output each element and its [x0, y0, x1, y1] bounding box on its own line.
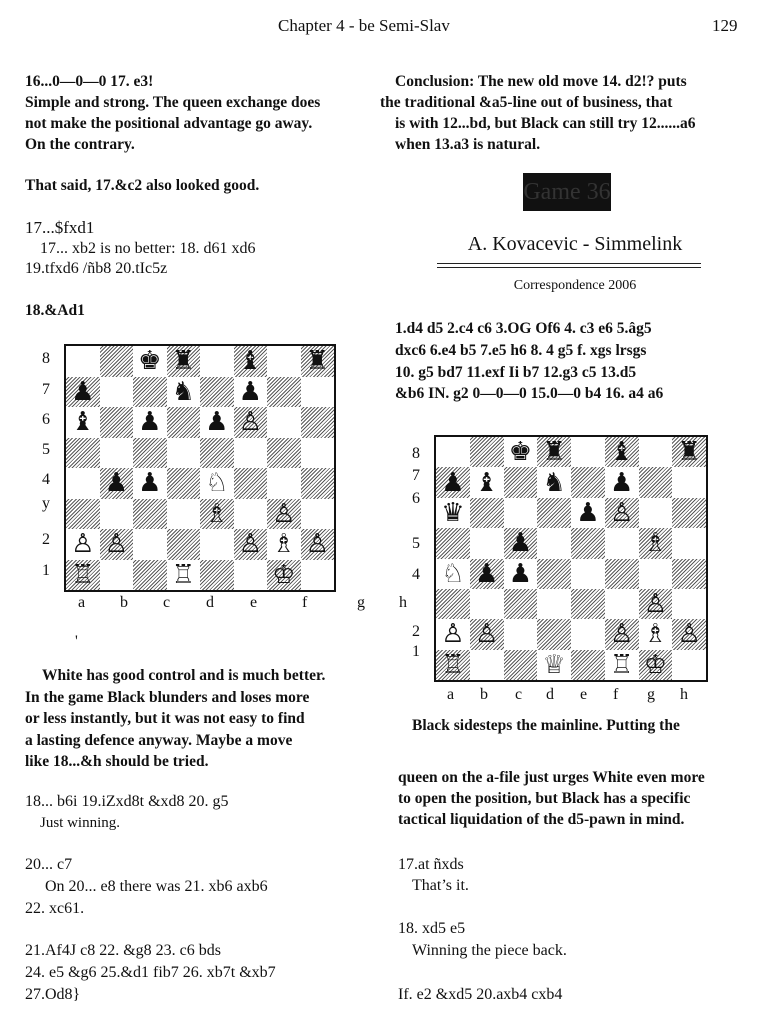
chess-piece-icon: ♙ — [474, 619, 499, 650]
chess-piece-icon: ♝ — [71, 407, 95, 438]
chess-piece-icon: ♙ — [272, 498, 296, 529]
square-e3 — [571, 589, 605, 619]
chess-piece-icon: ♙ — [71, 529, 95, 560]
file-label: h — [399, 594, 407, 611]
chess-piece-icon: ♟ — [138, 468, 162, 499]
annotation-text: Just winning. — [40, 815, 121, 831]
rank-label: 1 — [42, 562, 50, 579]
square-c7 — [504, 467, 538, 497]
file-label: a — [447, 686, 455, 703]
chessboard — [434, 435, 708, 682]
square-h1 — [301, 560, 335, 591]
annotation-text: to open the position, but Black has a specific — [398, 790, 691, 807]
square-a6 — [436, 498, 470, 528]
square-f4 — [605, 559, 639, 589]
square-b4 — [100, 468, 134, 499]
square-h8 — [672, 437, 706, 467]
square-e5 — [200, 438, 234, 469]
annotation-text: tactical liquidation of the d5-pawn in mind. — [398, 811, 685, 828]
file-label: b — [480, 686, 488, 703]
square-f3 — [605, 589, 639, 619]
chess-piece-icon: ♙ — [643, 589, 668, 620]
move-text: 21.Af4J c8 22. &g8 23. c6 bds — [25, 942, 221, 959]
square-d4 — [537, 559, 571, 589]
chess-piece-icon: ♘ — [441, 558, 465, 589]
chess-piece-icon: ♟ — [138, 407, 162, 438]
square-b3 — [100, 499, 134, 530]
annotation-text: or less instantly, but it was not easy to find — [25, 710, 305, 727]
chess-piece-icon: ♞ — [542, 467, 566, 498]
rank-label: 7 — [42, 381, 50, 398]
annotation-text: Black sidesteps the mainline. Putting the — [412, 717, 680, 734]
file-label: h — [680, 686, 688, 703]
chess-piece-icon: ♞ — [171, 376, 195, 407]
square-c3 — [504, 589, 538, 619]
file-label: e — [580, 686, 588, 703]
square-g1 — [267, 560, 301, 591]
square-b5 — [470, 528, 504, 558]
file-label: e — [250, 594, 258, 611]
chess-piece-icon: ♝ — [474, 467, 499, 498]
square-e1 — [571, 650, 605, 680]
square-c8 — [133, 346, 167, 377]
chess-piece-icon: ♟ — [104, 468, 128, 499]
square-c4 — [133, 468, 167, 499]
rank-label: 4 — [412, 566, 420, 583]
square-h5 — [672, 528, 706, 558]
file-label: g — [357, 594, 365, 611]
square-f8 — [605, 437, 639, 467]
annotation-text: That said, 17.&c2 also looked good. — [25, 177, 260, 194]
chess-piece-icon: ♟ — [238, 376, 262, 407]
square-e2 — [200, 529, 234, 560]
square-b7 — [470, 467, 504, 497]
square-f6 — [605, 498, 639, 528]
square-e3 — [200, 499, 234, 530]
chess-piece-icon: ♙ — [238, 407, 262, 438]
square-e4 — [200, 468, 234, 499]
square-f1 — [234, 560, 268, 591]
chess-piece-icon: ♖ — [171, 559, 195, 590]
square-h7 — [301, 377, 335, 408]
square-b5 — [100, 438, 134, 469]
square-b3 — [470, 589, 504, 619]
square-e8 — [571, 437, 605, 467]
square-d5 — [537, 528, 571, 558]
stray-mark: ' — [75, 633, 78, 650]
square-d7 — [167, 377, 201, 408]
square-h2 — [672, 619, 706, 649]
annotation-text: That’s it. — [412, 877, 469, 894]
chessboard — [64, 344, 336, 592]
rank-label: 2 — [42, 531, 50, 548]
rank-label: 7 — [412, 467, 420, 484]
move-text: 24. e5 &g6 25.&d1 fib7 26. xb7t &xb7 — [25, 964, 276, 981]
annotation-text: White has good control and is much better. — [42, 667, 326, 684]
square-c8 — [504, 437, 538, 467]
square-h3 — [301, 499, 335, 530]
square-f8 — [234, 346, 268, 377]
chess-piece-icon: ♝ — [609, 437, 634, 468]
chess-piece-icon: ♗ — [643, 619, 668, 650]
square-a5 — [66, 438, 100, 469]
square-f5 — [605, 528, 639, 558]
conclusion-text: is with 12...bd, but Black can still try 12......a6 — [395, 115, 696, 132]
game-moves: 1.d4 d5 2.c4 c6 3.OG Of6 4. c3 e6 5.âg5 — [395, 320, 652, 337]
square-f2 — [605, 619, 639, 649]
square-g8 — [267, 346, 301, 377]
square-a2 — [436, 619, 470, 649]
file-label: d — [206, 594, 214, 611]
move-text: 18. xd5 e5 — [398, 920, 466, 937]
chess-piece-icon: ♙ — [441, 619, 465, 650]
square-g4 — [639, 559, 673, 589]
chess-piece-icon: ♟ — [609, 467, 634, 498]
square-a1 — [66, 560, 100, 591]
square-h1 — [672, 650, 706, 680]
title-rule — [437, 263, 701, 264]
move-text: 16...0—0—0 17. e3! — [25, 73, 154, 90]
variation-text: 19.tfxd6 /ñb8 20.tIc5z — [25, 260, 168, 277]
rank-label: 5 — [42, 441, 50, 458]
square-d5 — [167, 438, 201, 469]
square-g5 — [267, 438, 301, 469]
square-b6 — [100, 407, 134, 438]
square-c5 — [504, 528, 538, 558]
game-number-box: Game 36 — [523, 173, 611, 211]
game-moves: 10. g5 bd7 11.exf Ii b7 12.g3 c5 13.d5 — [395, 364, 637, 381]
square-h7 — [672, 467, 706, 497]
file-label: g — [647, 686, 655, 703]
square-h6 — [301, 407, 335, 438]
square-h4 — [672, 559, 706, 589]
move-text: If. e2 &xd5 20.axb4 cxb4 — [398, 986, 563, 1003]
square-a8 — [436, 437, 470, 467]
game-moves: &b6 IN. g2 0—0—0 15.0—0 b4 16. a4 a6 — [395, 385, 664, 402]
chess-piece-icon: ♙ — [104, 529, 128, 560]
chess-piece-icon: ♚ — [508, 437, 533, 468]
square-a7 — [436, 467, 470, 497]
chess-piece-icon: ♙ — [609, 497, 634, 528]
annotation-text: a lasting defence anyway. Maybe a move — [25, 732, 293, 749]
square-d8 — [537, 437, 571, 467]
square-g1 — [639, 650, 673, 680]
game-event: Correspondence 2006 — [513, 278, 637, 293]
square-f3 — [234, 499, 268, 530]
square-f2 — [234, 529, 268, 560]
variation-text: 17... xb2 is no better: 18. d61 xd6 — [40, 240, 256, 257]
variation-text: 22. xc61. — [25, 900, 85, 917]
chess-piece-icon: ♗ — [272, 529, 296, 560]
square-g4 — [267, 468, 301, 499]
file-label: f — [613, 686, 619, 703]
square-a3 — [436, 589, 470, 619]
chess-piece-icon: ♙ — [609, 619, 634, 650]
move-text: 27.Od8} — [25, 986, 81, 1003]
square-a8 — [66, 346, 100, 377]
chess-piece-icon: ♜ — [305, 346, 329, 377]
square-b6 — [470, 498, 504, 528]
square-d4 — [167, 468, 201, 499]
move-text: 17...$fxd1 — [25, 218, 95, 237]
chess-piece-icon: ♜ — [542, 437, 566, 468]
square-g5 — [639, 528, 673, 558]
square-a4 — [66, 468, 100, 499]
square-g7 — [639, 467, 673, 497]
square-f7 — [605, 467, 639, 497]
square-b2 — [470, 619, 504, 649]
square-b1 — [470, 650, 504, 680]
game-moves: dxc6 6.e4 b5 7.e5 h6 8. 4 g5 f. xgs lrsgs — [395, 342, 647, 359]
file-label: c — [163, 594, 171, 611]
rank-label: 2 — [412, 623, 420, 640]
title-rule — [437, 267, 701, 268]
square-h2 — [301, 529, 335, 560]
square-b1 — [100, 560, 134, 591]
annotation-text: not make the positional advantage go away. — [25, 115, 313, 132]
square-e6 — [200, 407, 234, 438]
chess-piece-icon: ♛ — [441, 497, 465, 528]
move-text: 17.at ñxds — [398, 856, 464, 873]
square-c6 — [504, 498, 538, 528]
chess-piece-icon: ♗ — [643, 528, 668, 559]
square-g6 — [639, 498, 673, 528]
square-g8 — [639, 437, 673, 467]
square-b4 — [470, 559, 504, 589]
annotation-text: like 18...&h should be tried. — [25, 753, 209, 770]
chess-piece-icon: ♟ — [508, 558, 533, 589]
square-c2 — [504, 619, 538, 649]
square-c1 — [133, 560, 167, 591]
variation-text: On 20... e8 there was 21. xb6 axb6 — [45, 878, 268, 895]
square-e4 — [571, 559, 605, 589]
square-d8 — [167, 346, 201, 377]
move-text: 20... c7 — [25, 856, 73, 873]
square-a7 — [66, 377, 100, 408]
chess-piece-icon: ♔ — [272, 559, 296, 590]
chess-piece-icon: ♙ — [238, 529, 262, 560]
annotation-text: On the contrary. — [25, 136, 135, 153]
chess-piece-icon: ♜ — [677, 437, 701, 468]
square-a2 — [66, 529, 100, 560]
square-c1 — [504, 650, 538, 680]
square-b2 — [100, 529, 134, 560]
file-label: f — [302, 594, 308, 611]
square-g6 — [267, 407, 301, 438]
conclusion-text: Conclusion: The new old move 14. d2!? puts — [395, 73, 687, 90]
square-c4 — [504, 559, 538, 589]
square-c3 — [133, 499, 167, 530]
chess-piece-icon: ♗ — [205, 498, 229, 529]
chess-piece-icon: ♟ — [441, 467, 465, 498]
square-d2 — [167, 529, 201, 560]
square-h8 — [301, 346, 335, 377]
square-f1 — [605, 650, 639, 680]
file-label: d — [546, 686, 554, 703]
square-h5 — [301, 438, 335, 469]
file-label: a — [78, 594, 86, 611]
rank-label: 8 — [412, 445, 420, 462]
chess-piece-icon: ♝ — [238, 346, 262, 377]
square-d2 — [537, 619, 571, 649]
file-label: b — [120, 594, 128, 611]
square-d3 — [167, 499, 201, 530]
chess-piece-icon: ♚ — [138, 346, 162, 377]
square-f4 — [234, 468, 268, 499]
square-e7 — [571, 467, 605, 497]
chess-piece-icon: ♖ — [441, 649, 465, 680]
square-d3 — [537, 589, 571, 619]
square-e8 — [200, 346, 234, 377]
chess-piece-icon: ♙ — [677, 619, 701, 650]
rank-label: 6 — [412, 490, 420, 507]
square-c6 — [133, 407, 167, 438]
move-text: 18.&Ad1 — [25, 302, 85, 319]
square-e5 — [571, 528, 605, 558]
square-c5 — [133, 438, 167, 469]
square-g3 — [639, 589, 673, 619]
square-c7 — [133, 377, 167, 408]
conclusion-text: when 13.a3 is natural. — [395, 136, 541, 153]
chess-piece-icon: ♖ — [71, 559, 95, 590]
chess-piece-icon: ♟ — [508, 528, 533, 559]
square-e7 — [200, 377, 234, 408]
chess-piece-icon: ♟ — [474, 558, 499, 589]
square-a6 — [66, 407, 100, 438]
square-d6 — [167, 407, 201, 438]
rank-label: 5 — [412, 535, 420, 552]
square-h4 — [301, 468, 335, 499]
annotation-text: Winning the piece back. — [412, 942, 567, 959]
chess-piece-icon: ♘ — [205, 468, 229, 499]
square-e1 — [200, 560, 234, 591]
square-e6 — [571, 498, 605, 528]
square-g2 — [267, 529, 301, 560]
annotation-text: queen on the a-file just urges White even more — [398, 769, 705, 786]
square-d1 — [167, 560, 201, 591]
square-f7 — [234, 377, 268, 408]
square-d7 — [537, 467, 571, 497]
chapter-header: Chapter 4 - be Semi-Slav — [278, 16, 450, 35]
square-c2 — [133, 529, 167, 560]
square-b7 — [100, 377, 134, 408]
square-g3 — [267, 499, 301, 530]
move-text: 18... b6i 19.iZxd8t &xd8 20. g5 — [25, 793, 229, 810]
square-h3 — [672, 589, 706, 619]
square-a3 — [66, 499, 100, 530]
square-d1 — [537, 650, 571, 680]
chess-piece-icon: ♟ — [71, 376, 95, 407]
square-a5 — [436, 528, 470, 558]
square-b8 — [100, 346, 134, 377]
square-g2 — [639, 619, 673, 649]
rank-label: y — [42, 495, 50, 512]
file-label: c — [515, 686, 523, 703]
chess-piece-icon: ♟ — [576, 497, 600, 528]
chess-piece-icon: ♜ — [171, 346, 195, 377]
game-players: A. Kovacevic - Simmelink — [467, 233, 683, 255]
annotation-text: In the game Black blunders and loses more — [25, 689, 310, 706]
conclusion-text: the traditional &a5-line out of business, that — [380, 94, 673, 111]
chess-piece-icon: ♙ — [305, 529, 329, 560]
annotation-text: Simple and strong. The queen exchange does — [25, 94, 321, 111]
square-a1 — [436, 650, 470, 680]
square-b8 — [470, 437, 504, 467]
square-e2 — [571, 619, 605, 649]
square-f6 — [234, 407, 268, 438]
square-h6 — [672, 498, 706, 528]
chess-piece-icon: ♕ — [542, 649, 566, 680]
chess-piece-icon: ♖ — [609, 649, 634, 680]
chess-piece-icon: ♟ — [205, 407, 229, 438]
square-d6 — [537, 498, 571, 528]
rank-label: 8 — [42, 350, 50, 367]
rank-label: 4 — [42, 471, 50, 488]
page-number: 129 — [712, 16, 738, 35]
rank-label: 6 — [42, 411, 50, 428]
rank-label: 1 — [412, 643, 420, 660]
chess-piece-icon: ♔ — [643, 649, 668, 680]
square-a4 — [436, 559, 470, 589]
square-g7 — [267, 377, 301, 408]
square-f5 — [234, 438, 268, 469]
